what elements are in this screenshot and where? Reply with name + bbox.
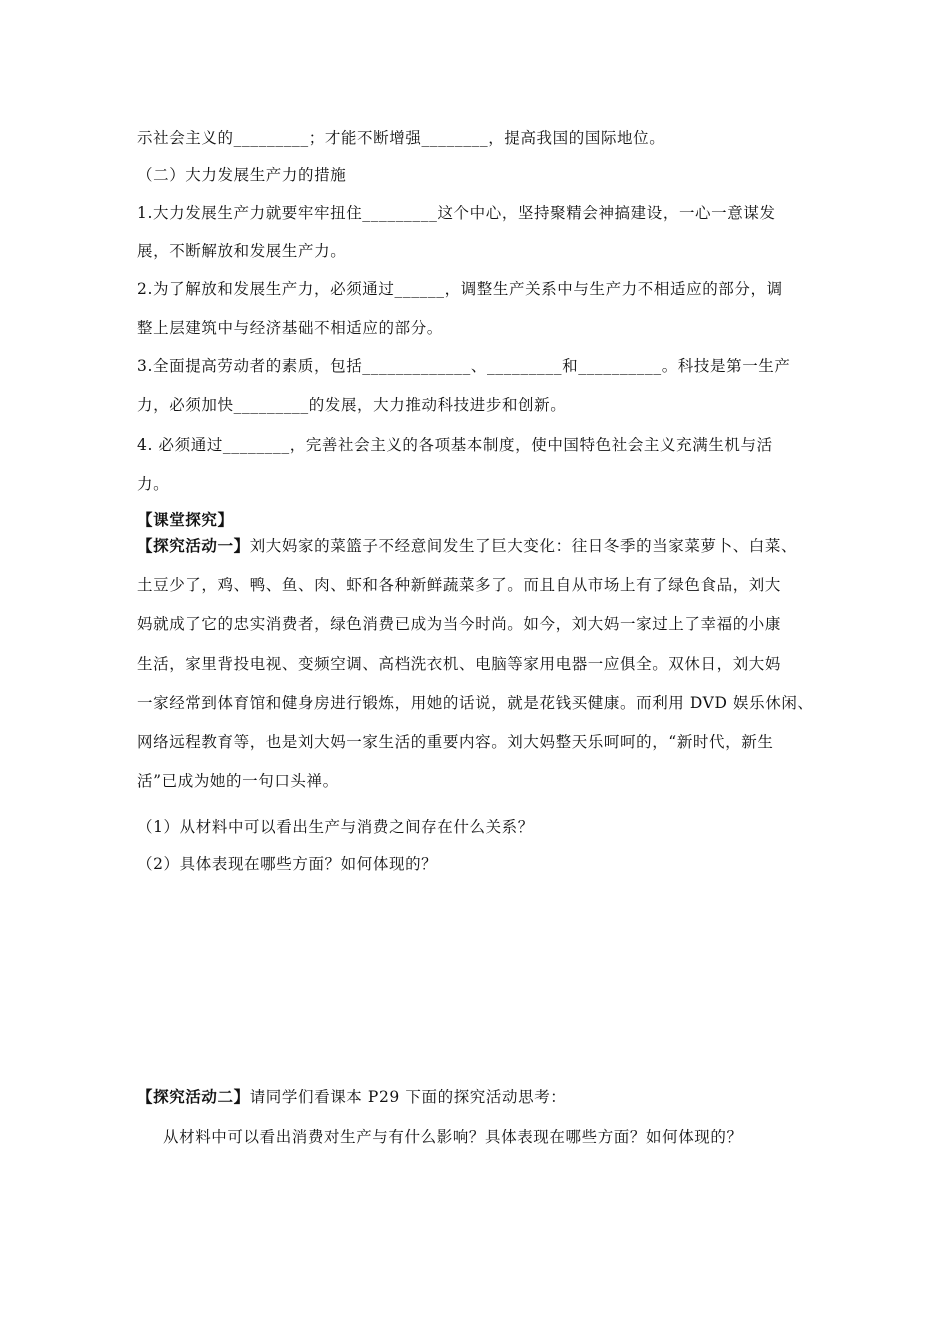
activity2-question: 从材料中可以看出消费对生产与有什么影响？具体表现在哪些方面？如何体现的？ [163,1128,743,1146]
activity1-label: 【探究活动一】 [137,536,250,555]
section-title: 【课堂探究】 [137,510,234,529]
activity1-question-2: （2）具体表现在哪些方面？如何体现的？ [137,855,438,873]
activity1-question-1: （1）从材料中可以看出生产与消费之间存在什么关系？ [137,818,534,836]
text-line-measure-4a: 4. 必须通过________，完善社会主义的各项基本制度，使中国特色社会主义充满生机与活 [137,436,773,454]
activity2-label: 【探究活动二】 [137,1087,250,1106]
activity1-first-line [137,536,797,556]
text-line-measure-1b: 展，不断解放和发展生产力。 [137,242,347,260]
text-line-measure-4b: 力。 [137,475,170,493]
activity2-intro: 请同学们看课本 P29 下面的探究活动思考： [249,1088,567,1106]
text-line-1: 示社会主义的_________；才能不断增强________，提高我国的国际地位。 [137,129,666,147]
activity1-text: 刘大妈家的菜篮子不经意间发生了巨大变化：往日冬季的当家菜萝卜、白菜、 [249,537,798,555]
activity1-line: 妈就成了它的忠实消费者，绿色消费已成为当今时尚。如今，刘大妈一家过上了幸福的小康 [137,615,782,633]
text-line-measure-1a: 1.大力发展生产力就要牢牢扭住_________这个中心，坚持聚精会神搞建设，一心一意谋发 [137,204,776,222]
activity1-line: 土豆少了，鸡、鸭、鱼、肉、虾和各种新鲜蔬菜多了。而且自从市场上有了绿色食品，刘大 [137,576,782,594]
text-line-measure-2b: 整上层建筑中与经济基础不相适应的部分。 [137,319,443,337]
text-line-measure-3b: 力，必须加快_________的发展，大力推动科技进步和创新。 [137,396,567,414]
activity1-line: 生活，家里背投电视、变频空调、高档洗衣机、电脑等家用电器一应俱全。双休日，刘大妈 [137,655,782,673]
activity2-line [137,1087,566,1107]
activity1-line: 一家经常到体育馆和健身房进行锻炼，用她的话说，就是花钱买健康。而利用 DVD 娱乐休闲、 [137,694,814,712]
subheading-measures: （二）大力发展生产力的措施 [137,166,347,184]
activity1-line: 活”已成为她的一句口头禅。 [137,772,339,790]
text-line-measure-3a: 3.全面提高劳动者的素质，包括_____________、_________和__________。科技是第一生产 [137,357,791,375]
text-line-measure-2a: 2.为了解放和发展生产力，必须通过______，调整生产关系中与生产力不相适应的部分，调 [137,280,783,298]
activity1-line: 网络远程教育等，也是刘大妈一家生活的重要内容。刘大妈整天乐呵呵的，“新时代，新生 [137,733,774,751]
